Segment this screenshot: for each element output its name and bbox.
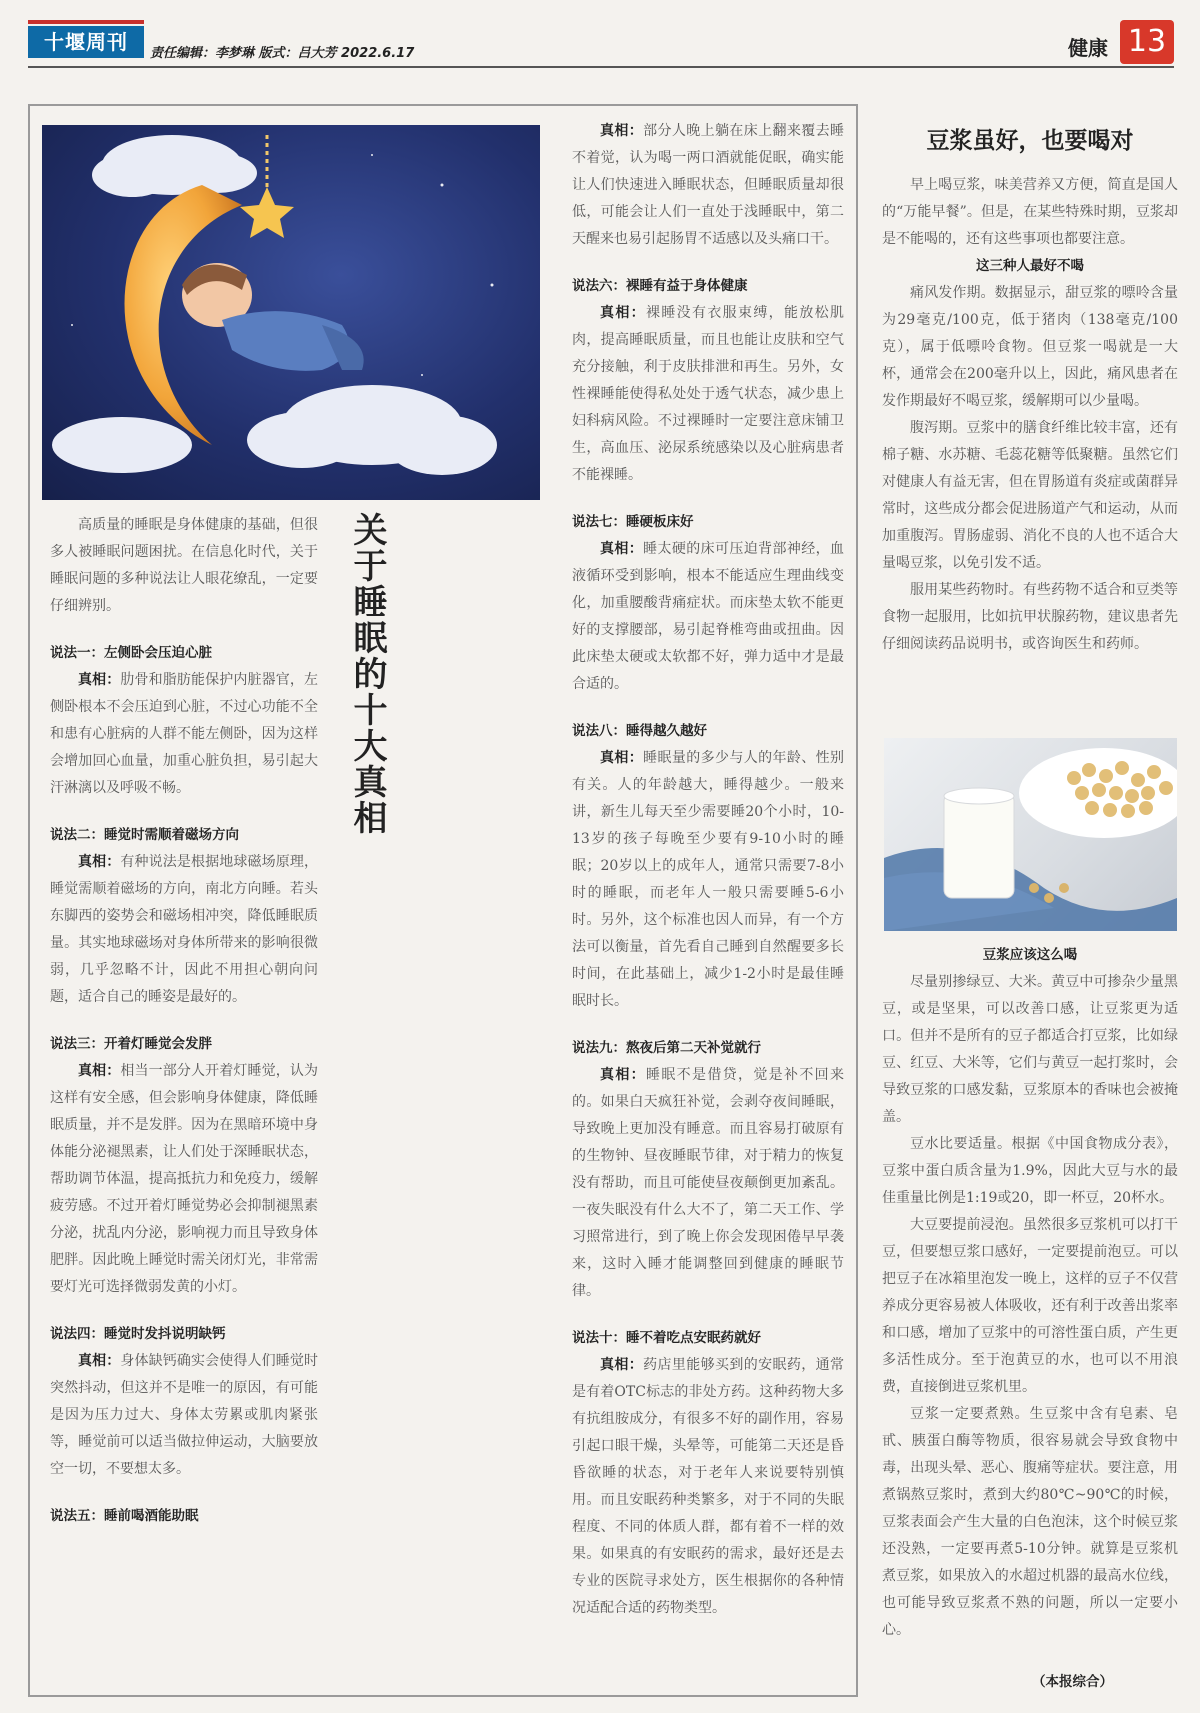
item-body-1: 真相：肋骨和脂肪能保护内脏器官，左侧卧根本不会压迫到心脏，不过心功能不全和患有心脏病的人群不能左侧卧，因为这样会增加回心血量，加重心脏负担，易引起大汗淋漓以及呼吸不畅。	[50, 672, 318, 796]
item-heading-7: 说法七：睡硬板床好	[572, 514, 694, 530]
cloud-top-icon	[92, 135, 257, 197]
right-para-7: 豆浆一定要煮熟。生豆浆中含有皂素、皂甙、胰蛋白酶等物质，很容易就会导致食物中毒，出现头晕、恶心、腹痛等症状。要注意，用煮锅熬豆浆时，煮到大约80℃~90℃的时候，豆浆表面会产生大量的白色泡沫，这个时候豆浆还没熟，一定要再煮5-10分钟。就算是豆浆机煮豆浆，如果放入的水超过机器的最高水位线，也可能导致豆浆煮不熟的问题，所以一定要小心。	[882, 1406, 1178, 1638]
right-article-top	[882, 124, 1178, 658]
item-heading-6: 说法六：裸睡有益于身体健康	[572, 278, 748, 294]
item-body-6: 真相：裸睡没有衣服束缚，能放松肌肉，提高睡眠质量，而且也能让皮肤和空气充分接触，利于皮肤排泄和再生。另外，女性裸睡能使得私处处于透气状态，减少患上妇科病风险。不过裸睡时一定要注意床铺卫生，高血压、泌尿系统感染以及心脏病患者不能裸睡。	[572, 305, 844, 483]
right-subheading-1: 这三种人最好不喝	[976, 258, 1084, 274]
illustration-svg	[42, 125, 540, 500]
item-heading-4: 说法四：睡觉时发抖说明缺钙	[50, 1326, 226, 1342]
item-body-9: 真相：睡眠不是借贷，觉是补不回来的。如果白天疯狂补觉，会剥夺夜间睡眠，导致晚上更加没有睡意。而且容易打破原有的生物钟、昼夜睡眠节律，对于精力的恢复没有帮助，而且可能使昼夜颠倒更加紊乱。一夜失眠没有什么大不了，第二天工作、学习照常进行，到了晚上你会发现困倦早早袭来，这时入睡才能调整回到健康的睡眠节律。	[572, 1067, 844, 1299]
masthead	[28, 20, 1174, 66]
item-heading-1: 说法一：左侧卧会压迫心脏	[50, 645, 212, 661]
moon-sleeping-child-illustration	[42, 125, 540, 500]
item-heading-8: 说法八：睡得越久越好	[572, 723, 707, 739]
right-intro: 早上喝豆浆，味美营养又方便，简直是国人的“万能早餐”。但是，在某些特殊时期，豆浆却是不能喝的，还有这些事项也都要注意。	[882, 177, 1178, 247]
item-body-4: 真相：身体缺钙确实会使得人们睡觉时突然抖动，但这并不是唯一的原因，有可能是因为压力过大、身体太劳累或肌肉紧张等，睡觉前可以适当做拉伸运动，大脑要放空一切，不要想太多。	[50, 1353, 318, 1477]
right-article-title: 豆浆虽好，也要喝对	[926, 127, 1134, 154]
cloud-bottom-icon	[52, 385, 497, 475]
header-rule	[28, 66, 1174, 68]
newspaper-logo: 十堰周刊	[28, 26, 144, 58]
right-para-1: 痛风发作期。数据显示，甜豆浆的嘌呤含量为29毫克/100克，低于猪肉（138毫克/100克），属于低嘌呤食物。但豆浆一喝就是一大杯，通常会在200毫升以上，因此，痛风患者在发作期最好不喝豆浆，缓解期可以少量喝。	[882, 285, 1178, 409]
item-body-8: 真相：睡眠量的多少与人的年龄、性别有关。人的年龄越大，睡得越少。一般来讲，新生儿每天至少需要睡20个小时，10-13岁的孩子每晚至少要有9-10小时的睡眠；20岁以上的成年人，通常只需要7-8小时的睡眠，而老年人一般只需要睡5-6小时。另外，这个标准也因人而异，有一个方法可以衡量，首先看自己睡到自然醒要多长时间，在此基础上，减少1-2小时是最佳睡眠时长。	[572, 750, 844, 1009]
page-number-badge: 13	[1120, 20, 1174, 64]
hanging-star-icon	[240, 135, 294, 238]
right-article-bottom	[882, 942, 1178, 1644]
item-body-10: 真相：药店里能够买到的安眠药，通常是有着OTC标志的非处方药。这种药物大多有抗组胺成分，有很多不好的副作用，容易引起口眼干燥，头晕等，可能第二天还是昏昏欲睡的状态，对于老年人来说要特别慎用。而且安眠药种类繁多，对于不同的失眠程度、不同的体质人群，都有着不一样的效果。如果真的有安眠药的需求，最好还是去专业的医院寻求处方，医生根据你的各种情况适配合适的药物类型。	[572, 1357, 844, 1616]
article-intro: 高质量的睡眠是身体健康的基础，但很多人被睡眠问题困扰。在信息化时代，关于睡眠问题的多种说法让人眼花缭乱，一定要仔细辨别。	[50, 517, 318, 614]
item-heading-5: 说法五：睡前喝酒能助眠	[50, 1508, 199, 1524]
right-para-4: 尽量别掺绿豆、大米。黄豆中可掺杂少量黑豆，或是坚果，可以改善口感，让豆浆更为适口。但并不是所有的豆子都适合打豆浆，比如绿豆、红豆、大米等，它们与黄豆一起打浆时，会导致豆浆的口感发黏，豆浆原本的香味也会被掩盖。	[882, 974, 1178, 1125]
right-subheading-2: 豆浆应该这么喝	[982, 947, 1078, 963]
section-name: 健康	[1068, 36, 1108, 60]
left-column-2	[572, 118, 844, 1622]
item-heading-2: 说法二：睡觉时需顺着磁场方向	[50, 827, 239, 843]
photo-svg	[884, 738, 1177, 931]
left-column-1	[50, 512, 318, 1530]
right-para-5: 豆水比要适量。根据《中国食物成分表》，豆浆中蛋白质含量为1.9%，因此大豆与水的最佳重量比例是1:19或20，即一杯豆，20杯水。	[882, 1136, 1178, 1206]
item-body-3: 真相：相当一部分人开着灯睡觉，认为这样有安全感，但会影响身体健康，降低睡眠质量，并不是发胖。因为在黑暗环境中身体能分泌褪黑素，让人们处于深睡眠状态，帮助调节体温，提高抵抗力和免疫力，缓解疲劳感。不过开着灯睡觉势必会抑制褪黑素分泌，扰乱内分泌，影响视力而且导致身体肥胖。因此晚上睡觉时需关闭灯光，非常需要灯光可选择微弱发黄的小灯。	[50, 1063, 318, 1295]
item-body-5: 真相：部分人晚上躺在床上翻来覆去睡不着觉，认为喝一两口酒就能促眠，确实能让人们快速进入睡眠状态，但睡眠质量却很低，可能会让人们一直处于浅睡眠中，第二天醒来也易引起肠胃不适感以及头痛口干。	[572, 123, 844, 247]
item-heading-9: 说法九：熬夜后第二天补觉就行	[572, 1040, 761, 1056]
right-para-2: 腹泻期。豆浆中的膳食纤维比较丰富，还有棉子糖、水苏糖、毛蕊花糖等低聚糖。虽然它们对健康人有益无害，但在胃肠道有炎症或菌群异常时，这些成分都会促进肠道产气和运动，从而加重腹泻。胃肠虚弱、消化不良的人也不适合大量喝豆浆，以免引发不适。	[882, 420, 1178, 571]
item-body-2: 真相：有种说法是根据地球磁场原理，睡觉需顺着磁场的方向，南北方向睡。若头东脚西的姿势会和磁场相冲突，降低睡眠质量。其实地球磁场对身体所带来的影响很微弱，几乎忽略不计，因此不用担心朝向问题，适合自己的睡姿是最好的。	[50, 854, 318, 1005]
editor-line: 责任编辑：李梦琳 版式：吕大芳 2022.6.17	[150, 46, 415, 61]
article-title: 关于睡眠的十大真相	[347, 512, 387, 836]
right-para-6: 大豆要提前浸泡。虽然很多豆浆机可以打干豆，但要想豆浆口感好，一定要提前泡豆。可以把豆子在冰箱里泡发一晚上，这样的豆子不仅营养成分更容易被人体吸收，还有利于改善出浆率和口感，增加了豆浆中的可溶性蛋白质，产生更多活性成分。至于泡黄豆的水，也可以不用浪费，直接倒进豆浆机里。	[882, 1217, 1178, 1395]
soy-milk-and-soybeans-photo	[884, 738, 1177, 931]
sleeping-child-icon	[182, 263, 364, 371]
item-heading-10: 说法十：睡不着吃点安眠药就好	[572, 1330, 761, 1346]
right-para-3: 服用某些药物时。有些药物不适合和豆类等食物一起服用，比如抗甲状腺药物，建议患者先仔细阅读药品说明书，或咨询医生和药师。	[882, 582, 1178, 652]
item-body-7: 真相：睡太硬的床可压迫背部神经，血液循环受到影响，根本不能适应生理曲线变化，加重腰酸背痛症状。而床垫太软不能更好的支撑腰部，易引起脊椎弯曲或扭曲。因此床垫太硬或太软都不好，弹力适中才是最合适的。	[572, 541, 844, 692]
source-credit: （本报综合）	[1032, 1674, 1113, 1690]
item-heading-3: 说法三：开着灯睡觉会发胖	[50, 1036, 212, 1052]
logo-accent-bar	[28, 20, 144, 24]
